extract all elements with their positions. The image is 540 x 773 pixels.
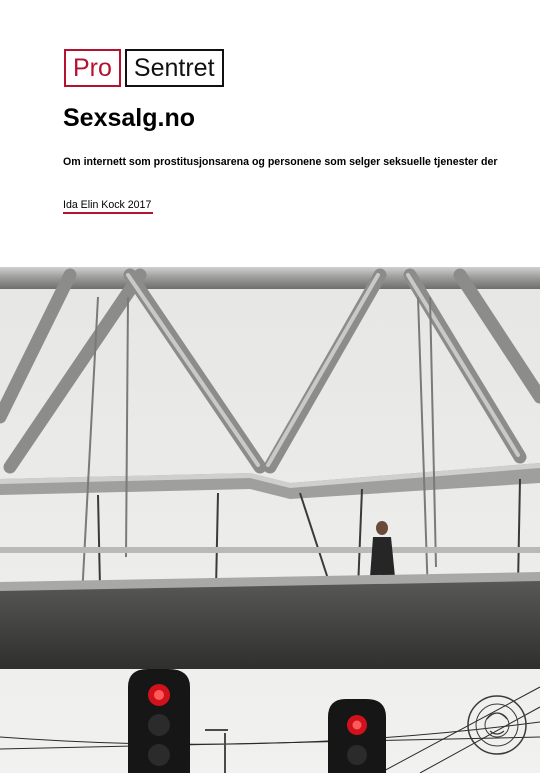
bridge-photo (0, 267, 540, 773)
logo-sentret: Sentret (125, 49, 224, 87)
page-subtitle: Om internett som prostitusjonsarena og personene som selger seksuelle tjenester der (63, 156, 498, 168)
author-line: Ida Elin Kock 2017 (63, 199, 152, 211)
page-title: Sexsalg.no (63, 104, 195, 132)
prosentret-logo (64, 49, 224, 87)
logo-pro: Pro (64, 49, 121, 87)
author-underline (63, 212, 153, 214)
traffic-light-icon (128, 669, 190, 773)
traffic-light-icon (328, 699, 386, 773)
